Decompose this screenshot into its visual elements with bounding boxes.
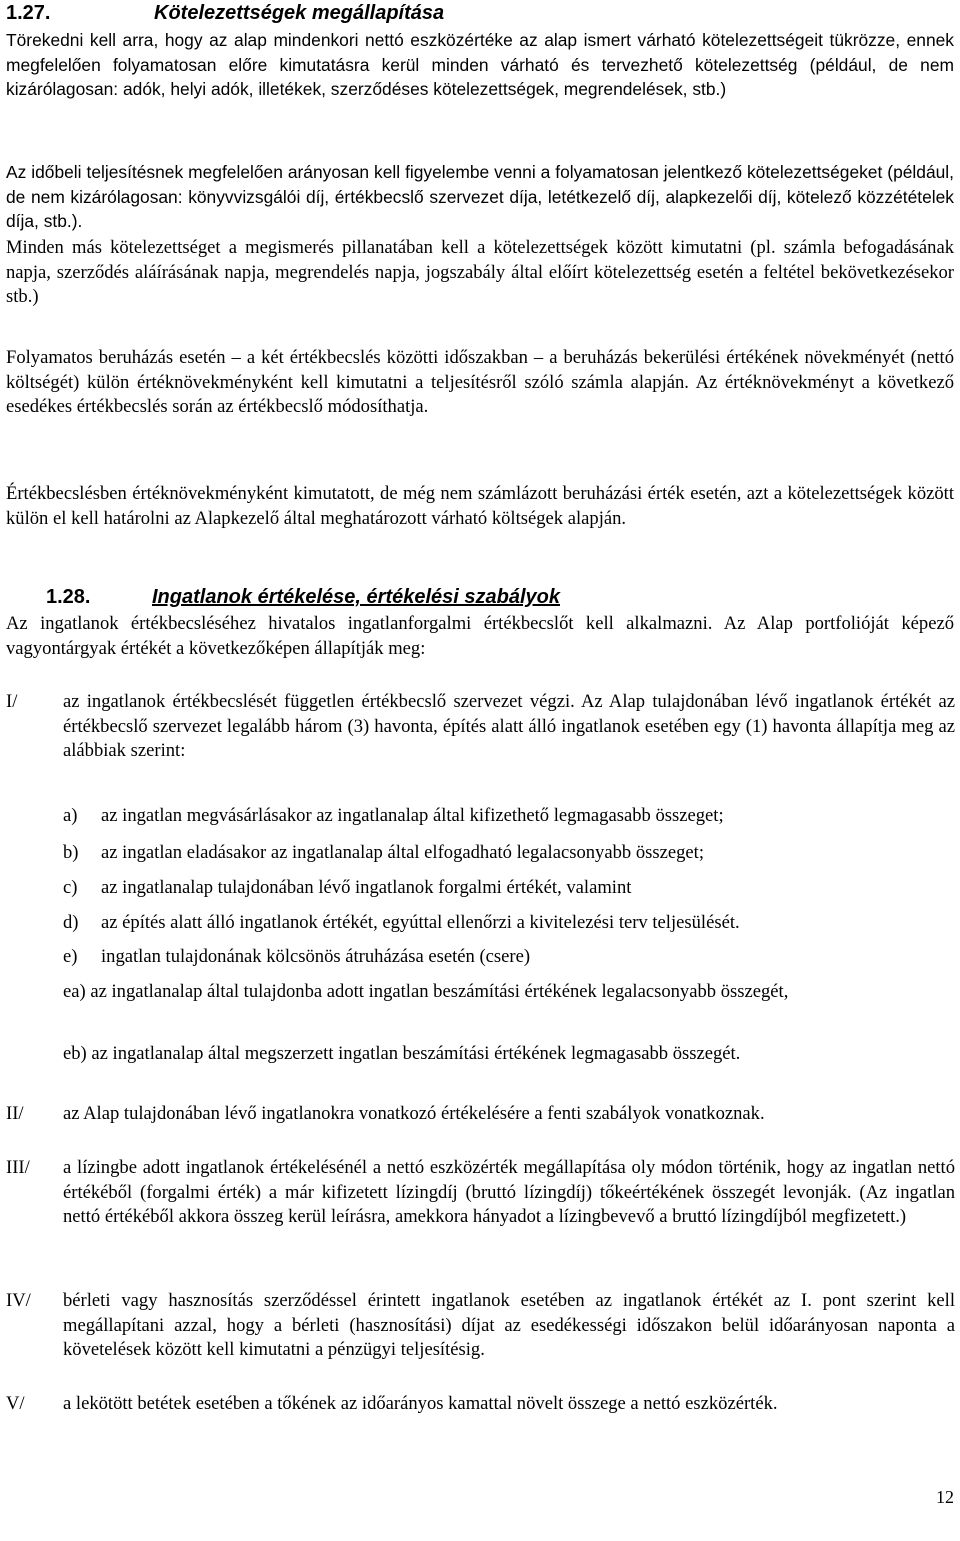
sub-item-text: ingatlan tulajdonának kölcsönös átruházása esetén (csere) [101,946,531,967]
item-text: az ingatlanok értékbecslését független értékbecslő szervezet végzi. Az Alap tulajdonában lévő ingatlanok értékét az értékbecslő szervezet legalább három (3) havonta, építés alatt álló ingatlanok esetében egy (1) havonta állapítja meg az alábbiak szerint: [63,691,955,762]
sub-item-eb: eb) az ingatlanalap által megszerzett ingatlan beszámítási értékének legmagasabb összegét. [63,1043,741,1064]
sub-item-text: az ingatlan eladásakor az ingatlanalap által elfogadható legalacsonyabb összeget; [101,842,704,863]
item-text: az Alap tulajdonában lévő ingatlanokra vonatkozó értékelésére a fenti szabályok vonatkoznak. [63,1103,765,1124]
item-text: a lízingbe adott ingatlanok értékelésénél a nettó eszközérték megállapítása oly módon történik, hogy az ingatlan nettó értékéből (forgalmi érték) a már kifizetett lízingdíj (bruttó lízingdíj) tőkeértékének összegét levonják. (Az ingatlan nettó értékéből akkora összeg kerül leírásra, amekkora hányadot a lízingbevevő a bruttó lízingdíjból megfizetett.) [63,1157,955,1228]
sub-item-label: e) [63,946,78,967]
item-label: I/ [6,691,18,712]
sub-item-label: b) [63,842,79,863]
item-label: IV/ [6,1290,31,1311]
section-number: 1.28. [46,586,91,608]
paragraph-128-intro: Az ingatlanok értékbecsléséhez hivatalos ingatlanforgalmi értékbecslőt kell alkalmazni. Az Alap portfolióját képező vagyontárgyak értékét a következőképen állapítják meg: [6,613,954,659]
item-label: II/ [6,1103,24,1124]
paragraph-127-4: Folyamatos beruházás esetén – a két értékbecslés közötti időszakban – a beruházás bekerülési értékének növekményét (nettó költségét) külön értéknövekményként kell kimutatni a teljesítésről szóló számla alapján. Az értéknövekményt a következő esedékes értékbecslés során az értékbecslő módosíthatja. [6,347,954,418]
paragraph-127-2: Az időbeli teljesítésnek megfelelően arányosan kell figyelembe venni a folyamatosan jelentkező kötelezettségeket (például, de nem kizárólagosan: könyvvizsgálói díj, értékbecslő szervezet díja, letétkezelő díj, alapkezelői díj, kötelező közzétételek díja, stb.). [6,162,954,232]
page-number: 12 [936,1487,954,1507]
section-number: 1.27. [6,2,51,24]
sub-item-text: az ingatlan megvásárlásakor az ingatlanalap által kifizethető legmagasabb összeget; [101,805,724,826]
sub-item-text: az építés alatt álló ingatlanok értékét, egyúttal ellenőrzi a kivitelezési terv teljesülését. [101,912,740,933]
item-label: III/ [6,1157,30,1178]
sub-item-label: d) [63,912,79,933]
item-text: bérleti vagy hasznosítás szerződéssel érintett ingatlanok esetében az ingatlanok értékét az I. pont szerint kell megállapítani azzal, hogy a bérleti (hasznosítási) díjat az esedékességi időszakon belül időarányosan naponta a követelések között kell kimutatni a pénzügyi teljesítésig. [63,1290,955,1361]
paragraph-127-5: Értékbecslésben értéknövekményként kimutatott, de még nem számlázott beruházási érték esetén, azt a kötelezettségek között külön el kell határolni az Alapkezelő által meghatározott várható költségek alapján. [6,483,954,529]
paragraph-127-1: Törekedni kell arra, hogy az alap mindenkori nettó eszközértéke az alap ismert várható kötelezettségeit tükrözze, ennek megfelelően folyamatosan előre kimutatásra kerül minden várható és tervezhető kötelezettség (például, de nem kizárólagosan: adók, helyi adók, illetékek, szerződéses kötelezettségek, megrendelések, stb.) [6,30,954,100]
sub-item-text: az ingatlanalap tulajdonában lévő ingatlanok forgalmi értékét, valamint [101,877,632,898]
item-label: V/ [6,1393,25,1414]
section-title: Kötelezettségek megállapítása [154,2,445,24]
section-heading-128 [46,586,560,608]
item-text: a lekötött betétek esetében a tőkének az időarányos kamattal növelt összege a nettó eszközérték. [63,1393,778,1414]
sub-item-label: a) [63,805,78,826]
sub-item-ea: ea) az ingatlanalap által tulajdonba adott ingatlan beszámítási értékének legalacsonyabb összegét, [63,981,789,1002]
paragraph-127-3: Minden más kötelezettséget a megismerés pillanatában kell a kötelezettségek között kimutatni (pl. számla befogadásának napja, szerződés aláírásának napja, megrendelés napja, jogszabály által előírt kötelezettség esetén a feltétel bekövetkezésekor stb.) [6,237,954,308]
section-heading-127 [6,2,444,24]
section-title: Ingatlanok értékelése, értékelési szabályok [152,586,560,608]
sub-item-label: c) [63,877,78,898]
